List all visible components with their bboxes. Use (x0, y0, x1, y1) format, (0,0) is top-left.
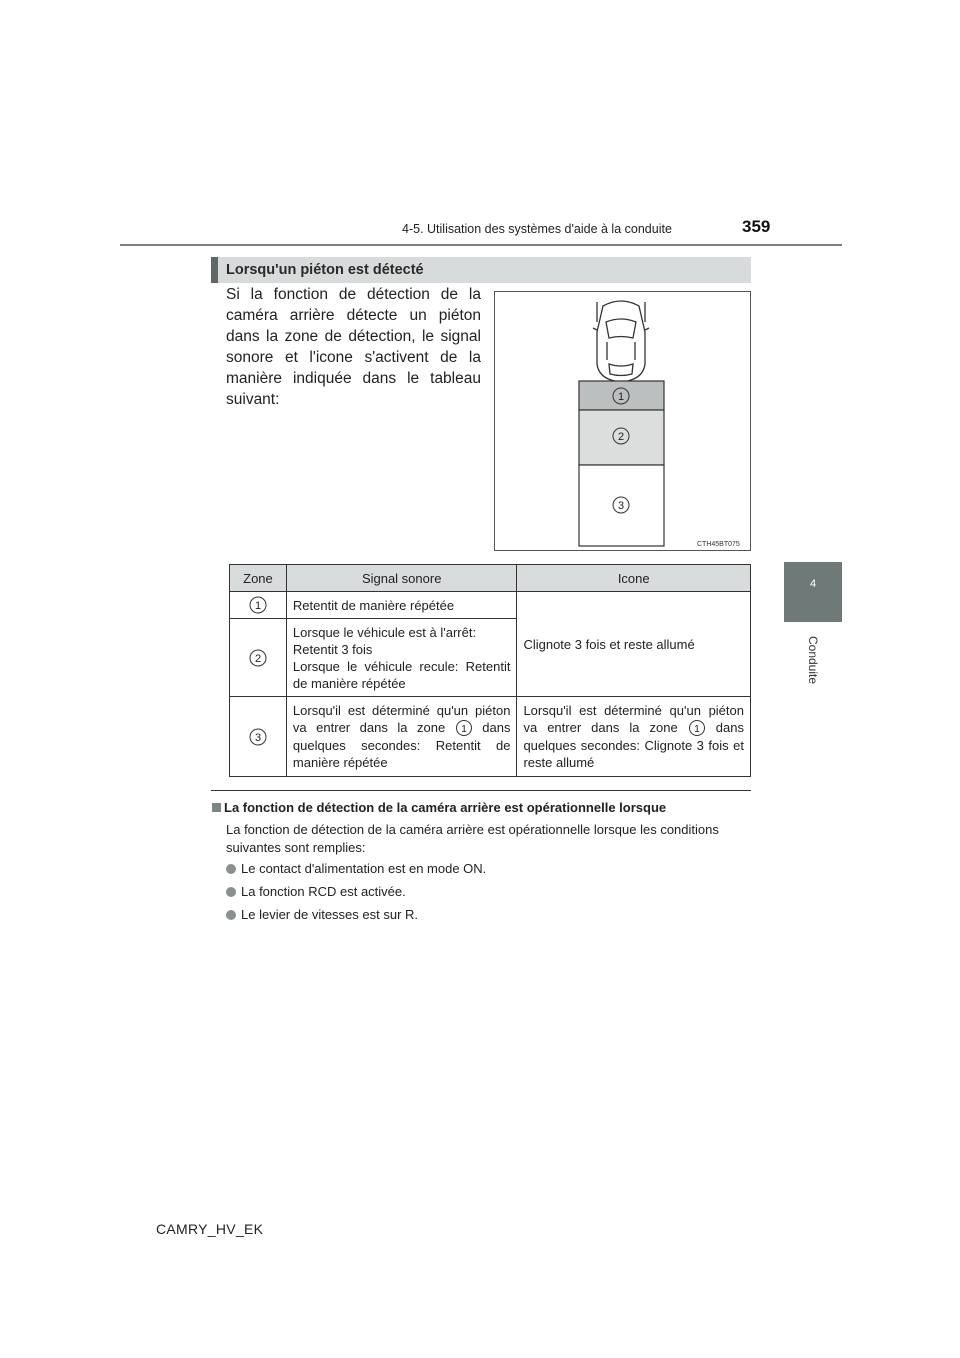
col-header-signal: Signal sonore (286, 565, 517, 592)
zone-2-label: 2 (617, 431, 625, 443)
zone-cell (230, 619, 287, 697)
zone-ref-badge (455, 719, 473, 737)
subsection-title: La fonction de détection de la caméra arrière est opérationnelle lorsque (224, 800, 667, 815)
detection-zone-diagram (495, 292, 750, 550)
zone-number-badge (248, 595, 268, 615)
zone-table (229, 564, 751, 777)
col-header-zone: Zone (230, 565, 287, 592)
detection-zone-figure (494, 291, 751, 551)
signal-cell: Retentit de manière répétée (286, 592, 517, 619)
section-title-accent (211, 257, 218, 283)
zone-cell (230, 697, 287, 777)
footer-code: CAMRY_HV_EK (156, 1221, 264, 1237)
section-title: Lorsqu'un piéton est détecté (226, 262, 424, 278)
signal-cell: Lorsqu'il est déterminé qu'un piéton va entrer dans la zone 1 dans quelques secondes: Retentit de manière répétée (286, 697, 517, 777)
zone-3-label: 3 (617, 500, 625, 512)
col-header-icon: Icone (517, 565, 751, 592)
svg-text:2: 2 (254, 652, 262, 665)
bullet-icon (226, 887, 236, 897)
table-row (230, 697, 751, 777)
zone-ref-badge (688, 719, 706, 737)
intro-paragraph: Si la fonction de détection de la caméra arrière détecte un piéton dans la zone de détection, le signal sonore et l'icone s'activent de la manière indiquée dans le tableau suivant: (226, 286, 481, 408)
subsection-body: La fonction de détection de la caméra arrière est opérationnelle lorsque les conditions suivantes sont remplies: (226, 822, 719, 855)
page-number: 359 (742, 217, 771, 236)
list-item: Le contact d'alimentation est en mode ON. (226, 861, 486, 876)
bullet-icon (226, 864, 236, 874)
svg-text:1: 1 (693, 724, 700, 736)
chapter-tab-label-wrap (784, 630, 842, 690)
list-item: Le levier de vitesses est sur R. (226, 907, 418, 922)
chapter-tab-label: Conduite (805, 635, 820, 685)
zone-number-badge (248, 648, 268, 668)
car-icon (593, 301, 649, 382)
svg-text:3: 3 (254, 731, 262, 744)
chapter-tab-number: 4 (809, 578, 817, 590)
zone-number-badge (248, 727, 268, 747)
chapter-tab (784, 562, 842, 622)
bullet-icon (226, 910, 236, 920)
table-row (230, 592, 751, 619)
subsection-square-marker (212, 803, 221, 812)
table-header-row (230, 565, 751, 592)
svg-text:1: 1 (254, 600, 262, 612)
list-item: La fonction RCD est activée. (226, 884, 406, 899)
signal-cell: Lorsque le véhicule est à l'arrêt: Retentit 3 fois Lorsque le véhicule recule: Retentit de manière répétée (286, 619, 517, 697)
subsection-rule (211, 790, 751, 791)
running-header-section: 4-5. Utilisation des systèmes d'aide à la conduite (402, 222, 672, 236)
figure-code: CTH45BT075 (697, 541, 740, 548)
zone-1-label: 1 (617, 391, 625, 403)
header-rule (120, 244, 842, 246)
icon-cell: Lorsqu'il est déterminé qu'un piéton va entrer dans la zone 1 dans quelques secondes: Clignote 3 fois et reste allumé (517, 697, 751, 777)
svg-text:1: 1 (460, 724, 467, 736)
icon-cell-merged: Clignote 3 fois et reste allumé (517, 592, 751, 697)
zone-cell (230, 592, 287, 619)
